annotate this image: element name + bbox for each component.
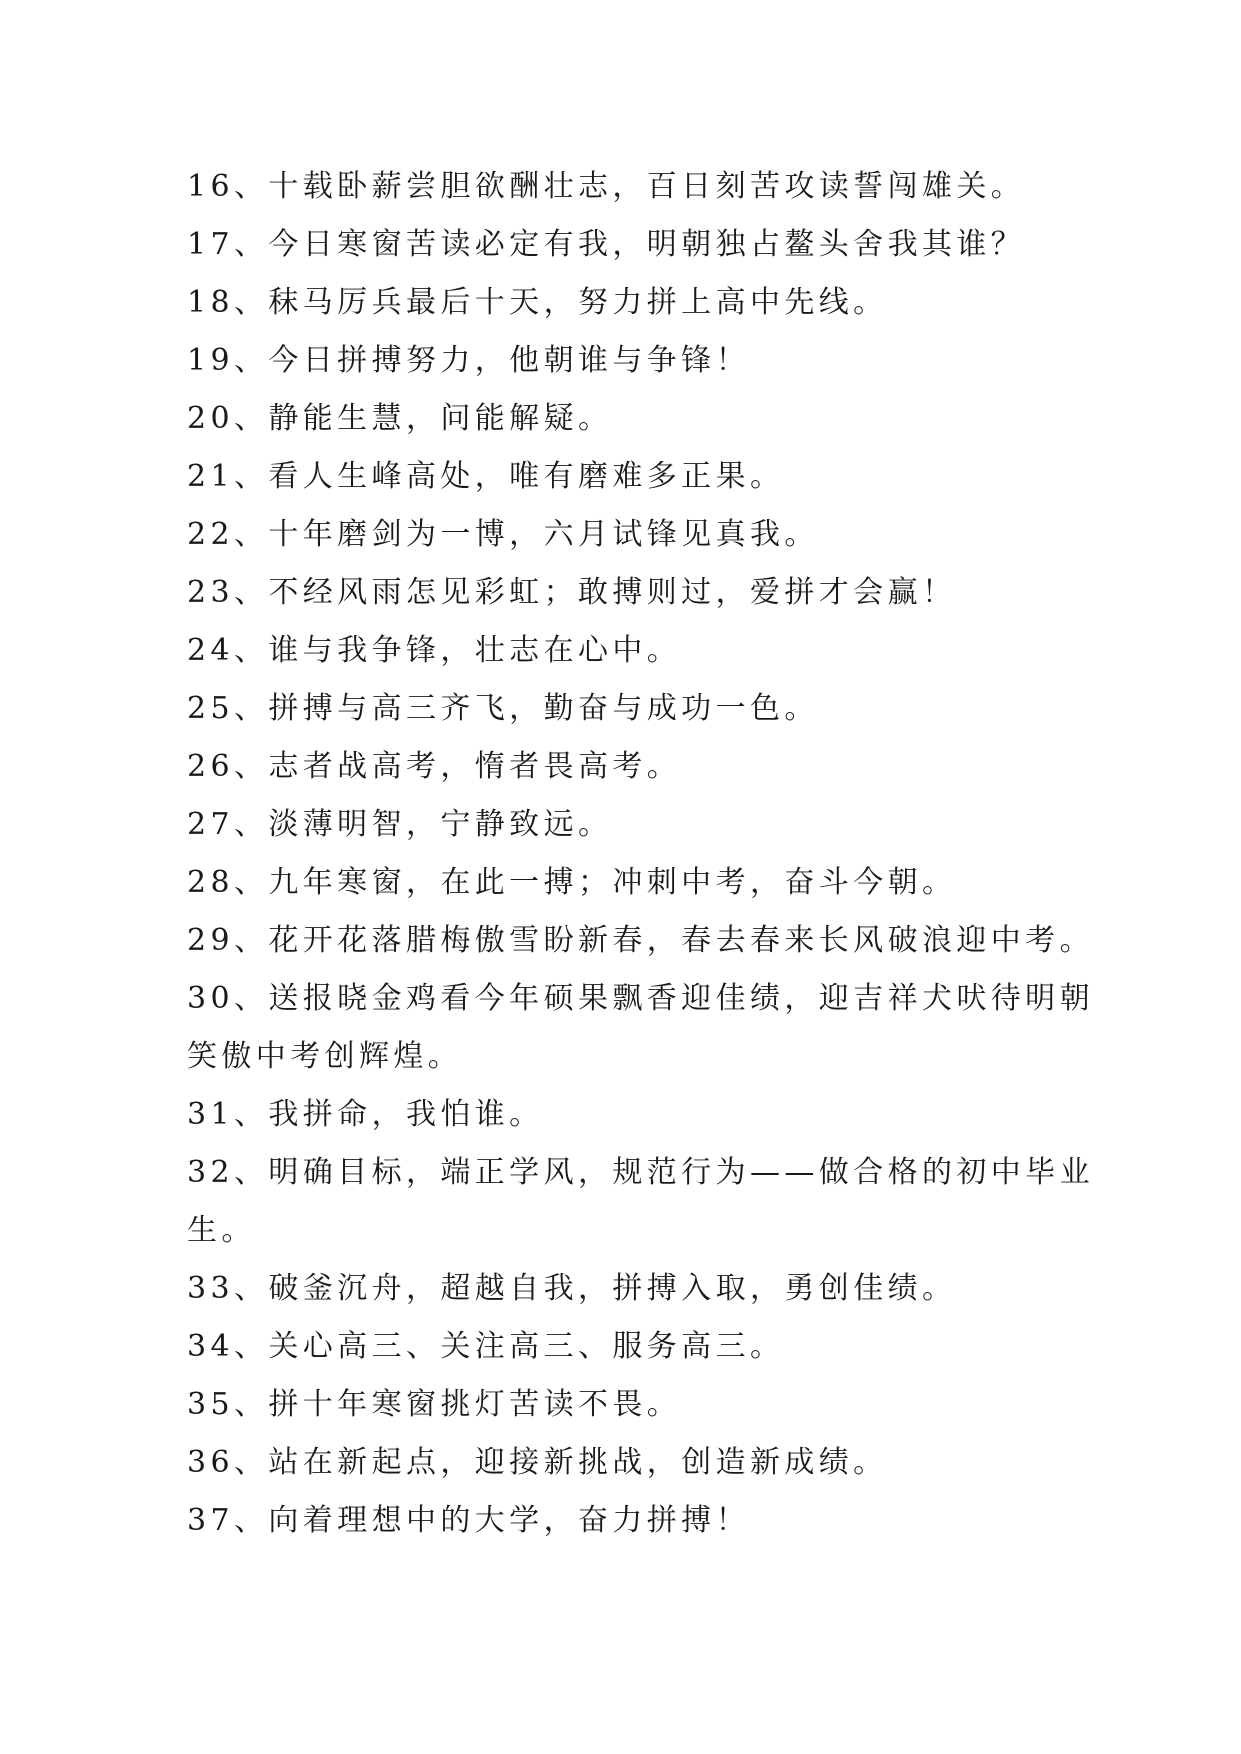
- slogan-line-37: 37、向着理想中的大学，奋力拼搏！: [187, 1503, 750, 1538]
- slogan-line-35: 35、拼十年寒窗挑灯苦读不畏。: [187, 1387, 682, 1422]
- slogan-line-22: 22、十年磨剑为一博，六月试锋见真我。: [187, 517, 819, 552]
- slogan-line-32: 32、明确目标，端正学风，规范行为——做合格的初中毕业: [187, 1155, 1094, 1190]
- slogan-line-32-continued: 生。: [187, 1213, 256, 1248]
- slogan-line-16: 16、十载卧薪尝胆欲酬壮志，百日刻苦攻读誓闯雄关。: [187, 169, 1026, 204]
- slogan-line-25: 25、拼搏与高三齐飞，勤奋与成功一色。: [187, 691, 819, 726]
- slogan-line-29: 29、花开花落腊梅傲雪盼新春，春去春来长风破浪迎中考。: [187, 923, 1094, 958]
- slogan-line-30: 30、送报晓金鸡看今年硕果飘香迎佳绩，迎吉祥犬吠待明朝: [187, 981, 1094, 1016]
- slogan-line-21: 21、看人生峰高处，唯有磨难多正果。: [187, 459, 785, 494]
- slogan-line-28: 28、九年寒窗，在此一搏；冲刺中考，奋斗今朝。: [187, 865, 957, 900]
- slogan-list: [187, 158, 1094, 1550]
- slogan-line-31: 31、我拼命，我怕谁。: [187, 1097, 544, 1132]
- slogan-line-24: 24、谁与我争锋，壮志在心中。: [187, 633, 682, 668]
- slogan-line-23: 23、不经风雨怎见彩虹；敢搏则过，爱拼才会赢！: [187, 575, 957, 610]
- slogan-line-36: 36、站在新起点，迎接新挑战，创造新成绩。: [187, 1445, 888, 1480]
- slogan-line-17: 17、今日寒窗苦读必定有我，明朝独占鳌头舍我其谁？: [187, 227, 1026, 262]
- slogan-line-19: 19、今日拼搏努力，他朝谁与争锋！: [187, 343, 750, 378]
- slogan-line-27: 27、淡薄明智，宁静致远。: [187, 807, 613, 842]
- slogan-line-18: 18、秣马厉兵最后十天，努力拼上高中先线。: [187, 285, 888, 320]
- slogan-line-20: 20、静能生慧，问能解疑。: [187, 401, 613, 436]
- slogan-line-34: 34、关心高三、关注高三、服务高三。: [187, 1329, 785, 1364]
- slogan-line-33: 33、破釜沉舟，超越自我，拼搏入取，勇创佳绩。: [187, 1271, 957, 1306]
- slogan-line-30-continued: 笑傲中考创辉煌。: [187, 1039, 463, 1074]
- slogan-line-26: 26、志者战高考，惰者畏高考。: [187, 749, 682, 784]
